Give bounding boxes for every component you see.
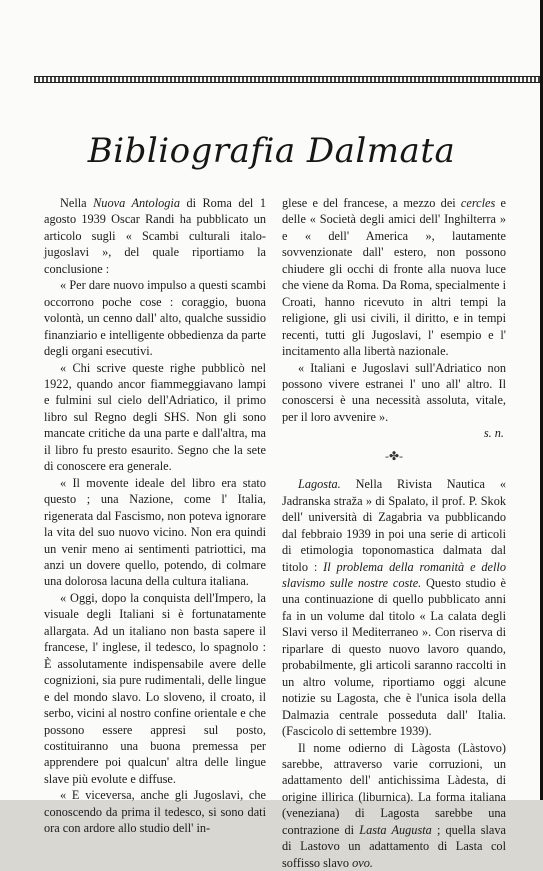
text: di Roma del 1 agosto 1939 Oscar Randi ha pubblicato un articolo sugli « Scambi culturali italo-jugoslavi », del quale riportiamo la conclusione : [44,196,266,276]
paragraph: « Il movente ideale del libro era stato questo ; una Nazione, come l' Italia, rigenerata dal Fascismo, non poteva ignorare la vita del suo nuovo vicino. Non era quindi un venir meno ai sentimenti patriottici, ma anzi un dovere quello, potendo, di colmare una dolorosa lacuna della cultura italiana. [44,475,266,590]
right-column [282,195,506,871]
paragraph: « E viceversa, anche gli Jugoslavi, che conoscendo da prima il tedesco, si sono dati ora con ardore allo studio dell' in- [44,787,266,836]
paragraph: « Per dare nuovo impulso a questi scambi occorrono poche cose : coraggio, buona volontà, un cenno dall' alto, qualche sussidio finanziario e intelligente obbedienza da parte degli organi esecutivi. [44,277,266,359]
suffix-term: ovo. [352,856,373,870]
text: Nella Rivista Nautica « Jadranska straža » di Spalato, il prof. P. Skok dell' università di Zagabria va pubblicando dal febbraio 1939 in poi una serie di articoli di etimologia toponomastica dalmata dal titolo : [282,477,506,573]
latin-term: Lasta Augusta [359,823,432,837]
paragraph: « Oggi, dopo la conquista dell'Impero, la visuale degli Italiani si è fortunatamente allargata. Ad un italiano non basta sapere il francese, l' inglese, il tedesco, lo spagnolo : È assolutamente indispensabile avere delle cognizioni, sia pure rudimentali, delle lingue e del mondo slavo. Lo sloveno, il croato, il serbo, vicini al nostro confine orientale e che possono essere appresi sul posto, costituiranno una buona premessa per apprendere poi qualcun' altra delle lingue slave più evolute e diffuse. [44,590,266,787]
text: Nella [60,196,93,210]
journal-name: Nuova Antologia [93,196,180,210]
text: Il nome odierno di Làgosta (Làstovo) sarebbe, attraverso varie corruzioni, un adattamento dell' antichissima Làdesta, di origine illirica (liburnica). La forma italiana (veneziana) di Lagosta sarebbe una contrazione di [282,741,506,837]
author-signature: s. n. [282,425,506,441]
paragraph [282,476,506,739]
section-lead: Lagosta. [298,477,341,491]
decorative-rule [34,76,540,83]
text: glese e del francese, a mezzo dei [282,196,461,210]
paragraph: « Chi scrive queste righe pubblicò nel 1922, quando ancor fiammeggiavano lampi e fulmini sul cielo dell'Adriatico, il primo libro sul Regno degli SHS. Non gli sono mancate critiche da una parte e dall'altra, ma il libro fu presto esaurito. Segno che la sete di conoscere era generale. [44,360,266,475]
text: ; quella slava di Lastovo un adattamento di Lasta col soffisso slavo [282,823,506,870]
foreign-word: cercles [461,196,495,210]
paragraph: « Italiani e Jugoslavi sull'Adriatico non possono vivere estranei l' uno all' altro. Il conoscersi è una necessità assoluta, vitale, per il loro avvenire ». [282,360,506,426]
paragraph [282,195,506,360]
text: Questo studio è una continuazione di quello pubblicato anni fa in un volume dal titolo « La calata degli Slavi verso il Mediterraneo ». Con riserva di riparlare di questo nuovo lavoro quando, probabilmente, gli articoli saranno raccolti in un altro volume, riportiamo oggi alcune notizie su Lagosta, che è l'unica isola della Dalmazia centrale posseduta dall' Italia. (Fascicolo di settembre 1939). [282,576,506,738]
paragraph [282,740,506,871]
page-title: Bibliografia Dalmata [0,131,543,171]
left-column [44,195,266,837]
ornament-divider: -✤- [282,448,506,464]
paragraph [44,195,266,277]
article-title: Il problema della romanità e dello slavismo sulle nostre coste. [282,560,506,590]
text: e delle « Società degli amici dell' Inghilterra » e « dell' America », lautamente sovvenzionate dall' estero, non possono chiudere gli occhi di fronte alla nuova luce che viene da Roma. Da Roma, specialmente i Croati, hanno ricevuto in altri tempi la religione, gli usi civili, il diritto, e in tempi recenti, tutti gli Jugoslavi, l' esempio e l' incitamento alla libertà nazionale. [282,196,506,358]
